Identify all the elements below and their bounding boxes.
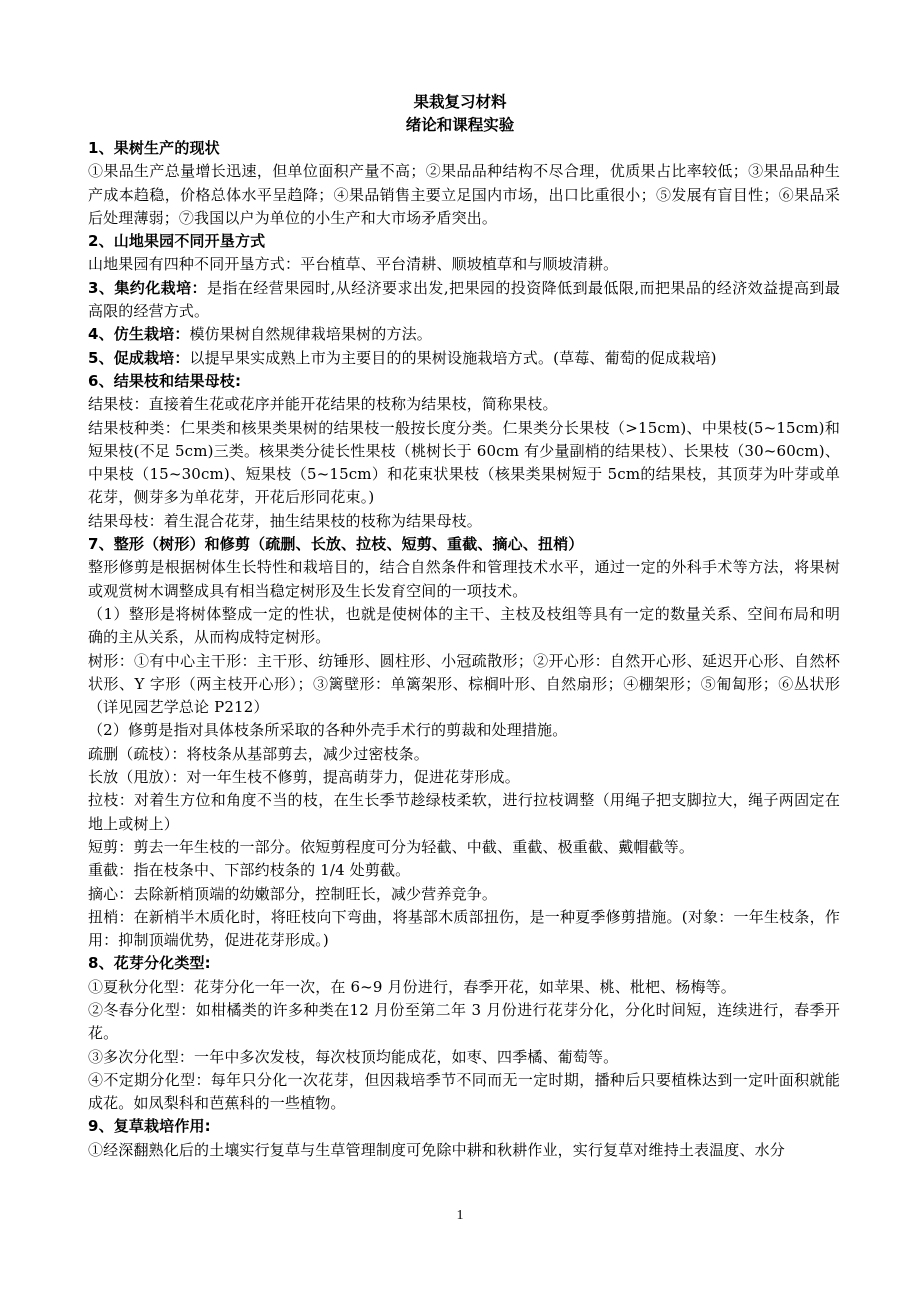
- definition-text: 模仿果树自然规律栽培果树的方法。: [189, 325, 432, 344]
- paragraph: 摘心：去除新梢顶端的幼嫩部分，控制旺长，减少营养竞争。: [88, 884, 498, 903]
- section-heading: 9、复草栽培作用:: [88, 1117, 211, 1136]
- paragraph: 山地果园有四种不同开垦方式：平台植草、平台清耕、顺坡植草和与顺坡清耕。: [88, 255, 619, 274]
- paragraph: ①经深翻熟化后的土壤实行复草与生草管理制度可免除中耕和秋耕作业，实行复草对维持土表温度、水分: [88, 1140, 785, 1159]
- paragraph: 结果枝：直接着生花或花序并能开花结果的枝称为结果枝，简称果枝。: [88, 395, 558, 414]
- document-title: 果栽复习材料: [413, 93, 507, 111]
- paragraph: 拉枝：对着生方位和角度不当的枝，在生长季节趁绿枝柔软，进行拉枝调整（用绳子把支脚拉大，绳子两固定在地上或树上）: [88, 791, 840, 833]
- paragraph: 扭梢：在新梢半木质化时，将旺枝向下弯曲，将基部木质部扭伤，是一种夏季修剪措施。(对象：一年生枝条，作用：抑制顶端优势，促进花芽形成。): [88, 907, 840, 950]
- section-heading: 8、花芽分化类型:: [88, 954, 211, 973]
- paragraph: ②冬春分化型：如柑橘类的许多种类在12 月份至第二年 3 月份进行花芽分化，分化时间短，连续进行，春季开花。: [88, 1000, 840, 1043]
- section-heading: 6、结果枝和结果母枝:: [88, 371, 242, 390]
- paragraph: 重截：指在枝条中、下部约枝条的 1/4 处剪截。: [88, 861, 411, 880]
- definition-paragraph: [88, 347, 840, 370]
- definition-paragraph: [88, 323, 840, 346]
- document-subtitle: 绪论和课程实验: [405, 116, 515, 134]
- paragraph: （1）整形是将树体整成一定的性状，也就是使树体的主干、主枝及枝组等具有一定的数量关系、空间布局和明确的主从关系，从而构成特定树形。: [88, 604, 840, 647]
- paragraph: 整形修剪是根据树体生长特性和栽培目的，结合自然条件和管理技术水平，通过一定的外科手术等方法，将果树或观赏树木调整成具有相当稳定树形及生长发育空间的一项技术。: [88, 558, 840, 600]
- paragraph: ①果品生产总量增长迅速，但单位面积产量不高；②果品品种结构不尽合理，优质果占比率较低；③果品品种生产成本趋稳，价格总体水平呈趋降；④果品销售主要立足国内市场，出口比重很小；⑤发展有盲目性；⑥果品采后处理薄弱；⑦我国以户为单位的小生产和大市场矛盾突出。: [88, 162, 840, 227]
- paragraph: 树形：①有中心主干形：主干形、纺锤形、圆柱形、小冠疏散形；②开心形：自然开心形、延迟开心形、自然杯状形、Y 字形（两主枝开心形）；③篱壁形：单篱架形、棕榈叶形、自然扇形；④棚架形；⑤匍匐形；⑥丛状形（详见园艺学总论 P212）: [88, 651, 840, 717]
- section-heading: 1、果树生产的现状: [88, 139, 220, 157]
- definition-term: 3、集约化栽培：: [88, 278, 207, 297]
- definition-text: 以提早果实成熟上市为主要目的的果树设施栽培方式。(草莓、葡萄的促成栽培): [189, 348, 717, 367]
- paragraph: 短剪：剪去一年生枝的一部分。依短剪程度可分为轻截、中截、重截、极重截、戴帽截等。: [88, 837, 695, 856]
- document-body: [88, 137, 840, 1162]
- paragraph: ①夏秋分化型：花芽分化一年一次，在 6~9 月份进行，春季开花，如苹果、桃、枇杷、杨梅等。: [88, 977, 736, 996]
- page-number: 1: [456, 1208, 464, 1223]
- definition-paragraph: [88, 277, 840, 324]
- paragraph: 疏删（疏枝）：将枝条从基部剪去，减少过密枝条。: [88, 744, 429, 763]
- paragraph: 长放（甩放）：对一年生枝不修剪，提高萌芽力，促进花芽形成。: [88, 768, 520, 787]
- section-heading: 7、整形（树形）和修剪（疏删、长放、拉枝、短剪、重截、摘心、扭梢）: [88, 535, 584, 554]
- paragraph: 结果枝种类：仁果类和核果类果树的结果枝一般按长度分类。仁果类分长果枝（>15cm)、中果枝(5~15cm)和短果枝(不足 5cm)三类。核果类分徒长性果枝（桃树长于 60cm 有少量副梢的结果枝）、长果枝（30~60cm)、中果枝（15~30cm)、短果枝（5~15cm）和花束状果枝（核果类果树短于 5cm的结果枝，其顶芽为叶芽或单花芽，侧芽多为单花芽，开花后形同花束。): [88, 418, 840, 507]
- definition-term: 4、仿生栽培：: [88, 325, 190, 344]
- paragraph: （2）修剪是指对具体枝条所采取的各种外壳手术行的剪裁和处理措施。: [88, 721, 568, 740]
- definition-term: 5、促成栽培：: [88, 348, 190, 367]
- paragraph: ④不定期分化型：每年只分化一次花芽，但因栽培季节不同而无一定时期，播种后只要植株达到一定叶面积就能成花。如凤梨科和芭蕉科的一些植物。: [88, 1070, 840, 1113]
- paragraph: ③多次分化型：一年中多次发枝，每次枝顶均能成花，如枣、四季橘、葡萄等。: [88, 1047, 619, 1066]
- paragraph: 结果母枝：着生混合花芽，抽生结果枝的枝称为结果母枝。: [88, 511, 482, 530]
- definition-text: 是指在经营果园时,从经济要求出发,把果园的投资降低到最低限,而把果品的经济效益提高到最高限的经营方式。: [88, 278, 841, 321]
- section-heading: 2、山地果园不同开垦方式: [88, 232, 266, 251]
